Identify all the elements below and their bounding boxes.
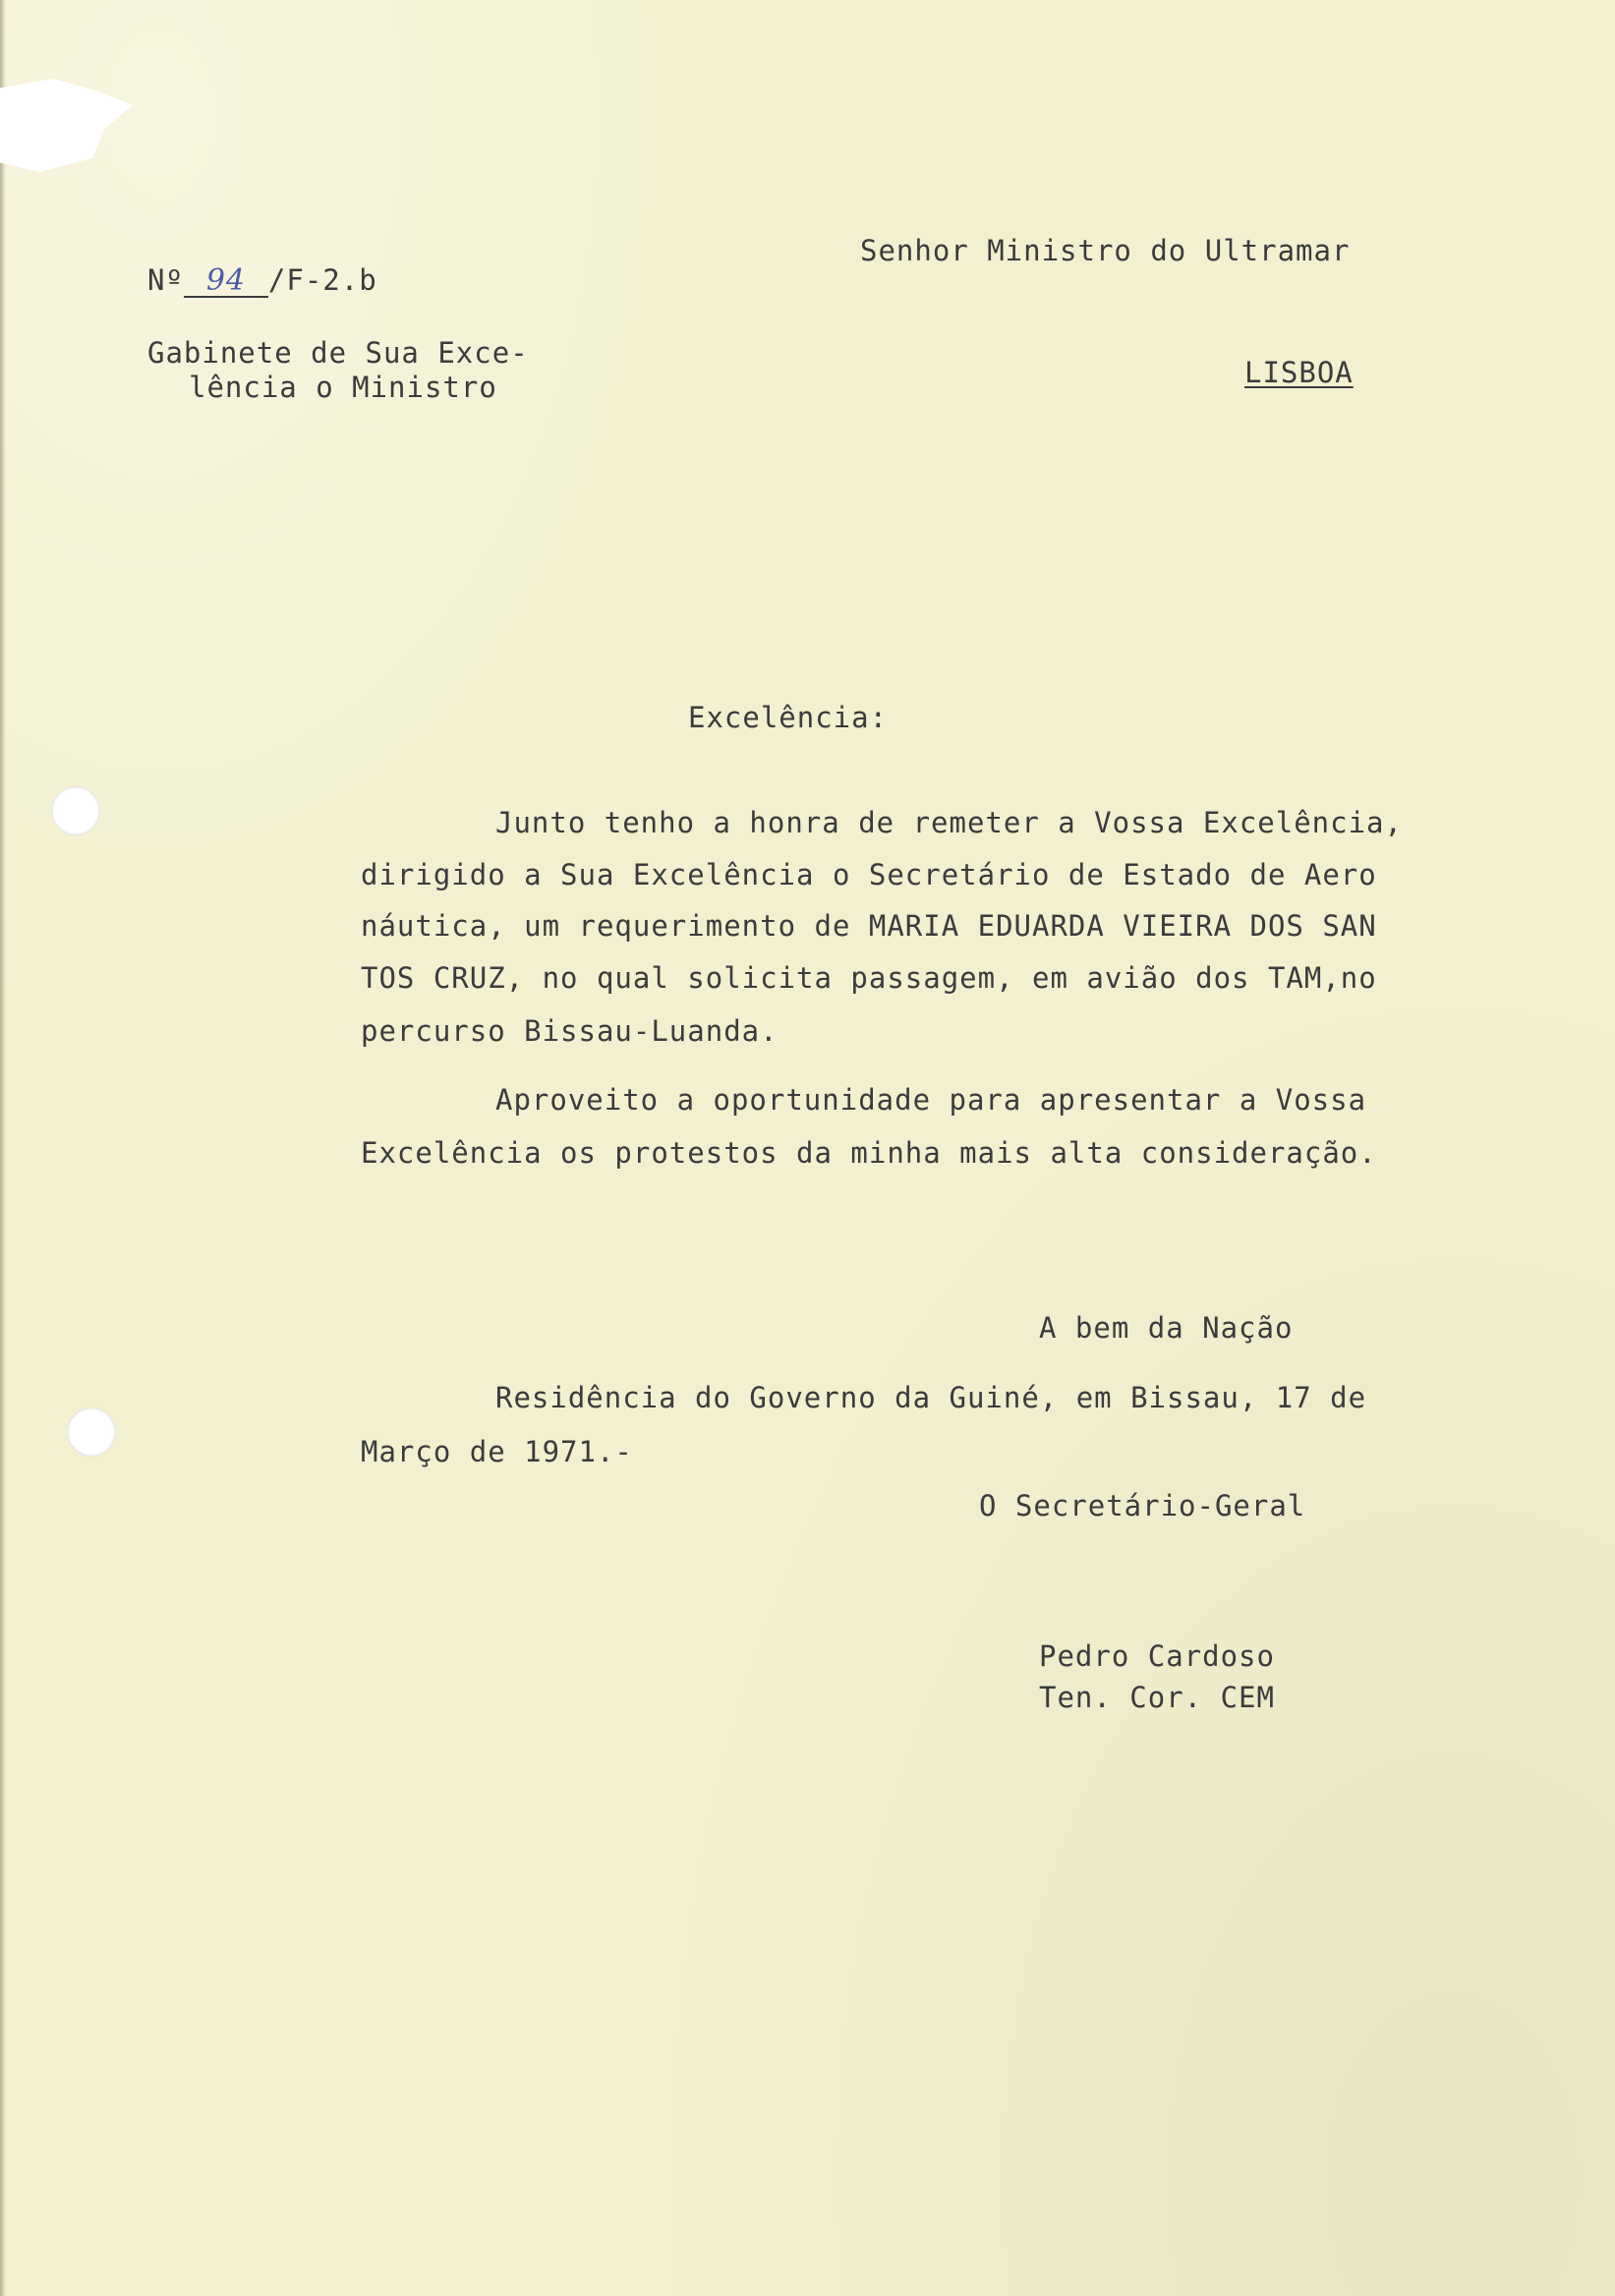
paragraph1-line3: náutica, um requerimento de MARIA EDUARDA VIEIRA DOS SAN xyxy=(361,909,1377,943)
place-date-line1: Residência do Governo da Guiné, em Bissau, 17 de xyxy=(495,1381,1367,1414)
place-date-line2: Março de 1971.- xyxy=(361,1435,633,1468)
paragraph1-line1: Junto tenho a honra de remeter a Vossa Excelência, xyxy=(495,806,1403,839)
destination-city: LISBOA xyxy=(1244,356,1354,389)
signatory-rank: Ten. Cor. CEM xyxy=(1039,1681,1275,1714)
office-line-2: lência o Ministro xyxy=(189,371,497,404)
salutation: Excelência: xyxy=(688,701,889,734)
signatory-name: Pedro Cardoso xyxy=(1039,1639,1275,1673)
ref-suffix: /F-2.b xyxy=(267,263,377,297)
paragraph2-line1: Aproveito a oportunidade para apresentar a Vossa xyxy=(495,1083,1367,1117)
paragraph1-line4: TOS CRUZ, no qual solicita passagem, em avião dos TAM,no xyxy=(361,961,1377,995)
page-edge-shadow xyxy=(0,0,6,2296)
ref-number-handwritten: 94 xyxy=(184,266,268,298)
paragraph1-line5: percurso Bissau-Luanda. xyxy=(361,1014,779,1048)
punch-hole-bottom xyxy=(67,1407,116,1457)
punch-hole-top xyxy=(51,786,100,835)
signatory-title: O Secretário-Geral xyxy=(979,1489,1306,1522)
torn-corner xyxy=(0,79,133,172)
paragraph2-line2: Excelência os protestos da minha mais alta consideração. xyxy=(361,1136,1377,1170)
paragraph1-line2: dirigido a Sua Excelência o Secretário de Estado de Aero xyxy=(361,858,1377,891)
addressee: Senhor Ministro do Ultramar xyxy=(860,234,1351,267)
reference-number xyxy=(147,263,377,298)
office-line-1: Gabinete de Sua Exce- xyxy=(147,336,529,370)
closing-motto: A bem da Nação xyxy=(1039,1311,1294,1345)
ref-prefix: Nº xyxy=(147,263,184,297)
